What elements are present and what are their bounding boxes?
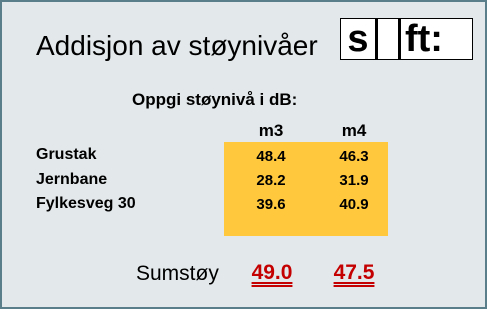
- row-label-fylkesveg: Fylkesveg 30: [36, 195, 136, 212]
- logo-segment-ft: ft:: [405, 18, 443, 60]
- page-title: Addisjon av støynivåer: [36, 30, 318, 61]
- cell-fylkesveg-m3[interactable]: 39.6: [256, 196, 286, 213]
- sum-value-m4: 47.5: [333, 261, 375, 284]
- cell-grustak-m4[interactable]: 46.3: [339, 148, 369, 165]
- cell-jernbane-m3[interactable]: 28.2: [256, 172, 286, 189]
- sum-value-m3: 49.0: [251, 261, 293, 284]
- cell-jernbane-m4[interactable]: 31.9: [339, 172, 369, 189]
- logo-segment-blank: [378, 19, 401, 59]
- cell-grustak-m3[interactable]: 48.4: [256, 148, 286, 165]
- row-label-jernbane: Jernbane: [36, 171, 108, 188]
- logo-segment-s: s: [341, 19, 378, 59]
- instruction-label: Oppgi støynivå i dB:: [132, 90, 298, 109]
- sft-logo: [340, 18, 473, 60]
- sum-label: Sumstøy: [136, 262, 219, 285]
- column-header-m4: m4: [341, 121, 367, 140]
- cell-fylkesveg-m4[interactable]: 40.9: [339, 196, 369, 213]
- column-header-m3: m3: [258, 121, 284, 140]
- row-label-grustak: Grustak: [36, 146, 97, 163]
